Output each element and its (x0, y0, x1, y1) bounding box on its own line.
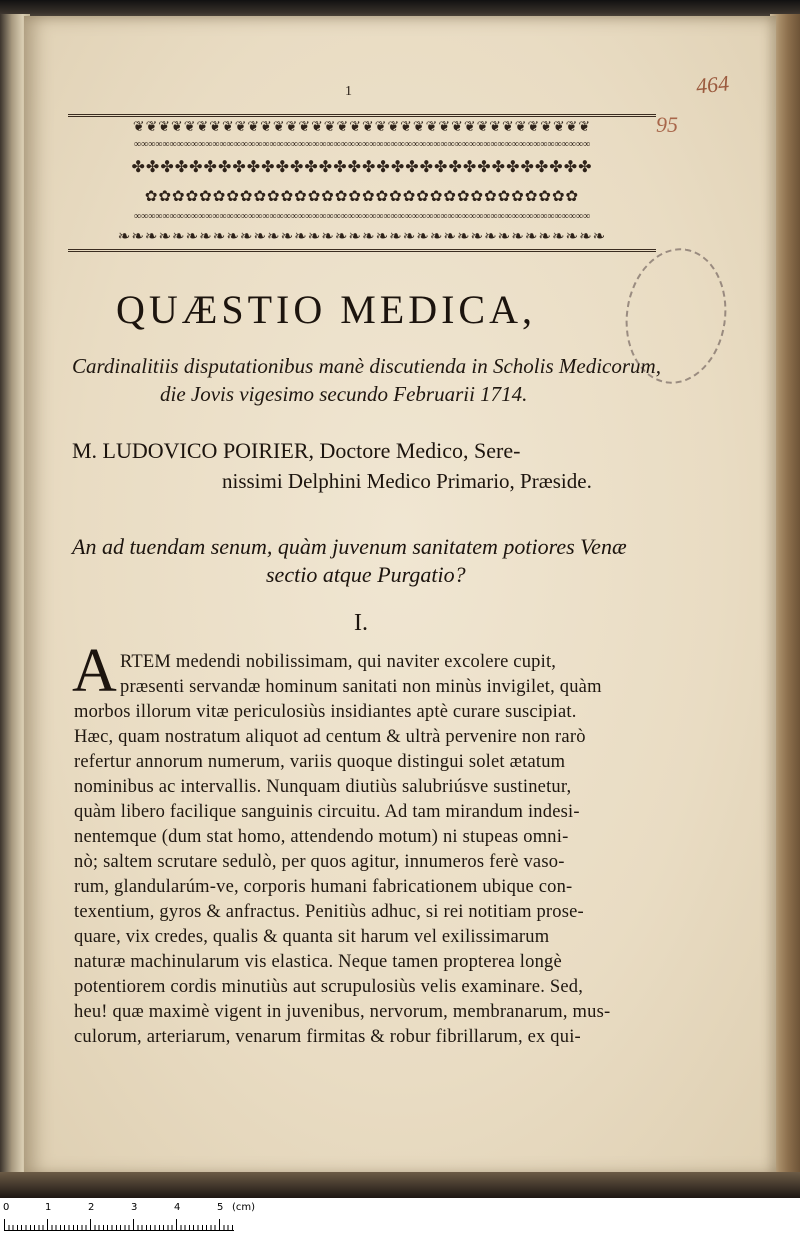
body-line: nò; saltem scrutare sedulò, per quos agitur, innumeros ferè vaso- (74, 852, 565, 872)
book-bottom-edge (0, 1172, 800, 1198)
body-line: nentemque (dum stat homo, attendendo motum) ni stupeas omni- (74, 827, 569, 847)
body-line: nominibus ac intervallis. Nunquam diutiùs salubriúsve sustinetur, (74, 777, 572, 797)
body-line: naturæ machinularum vis elastica. Neque tamen propterea longè (74, 952, 562, 972)
handwritten-number: 95 (656, 112, 678, 137)
scale-tick-label: 5 (217, 1202, 224, 1213)
body-line: præsenti servandæ hominum sanitati non minùs invigilet, quàm (120, 677, 602, 697)
scale-tick-label: 1 (45, 1202, 52, 1213)
body-line: culorum, arteriarum, venarum firmitas & robur fibrillarum, ex qui- (74, 1027, 581, 1047)
scale-tick-label: 4 (174, 1202, 181, 1213)
scale-bar (0, 1198, 800, 1239)
body-line: RTEM medendi nobilissimam, qui naviter excolere cupit, (120, 652, 557, 672)
drop-capital: A (72, 637, 117, 705)
ornament-row: ∞∞∞∞∞∞∞∞∞∞∞∞∞∞∞∞∞∞∞∞∞∞∞∞∞∞∞∞∞∞∞∞∞∞∞∞∞∞∞∞∞∞∞∞∞∞∞∞∞∞∞∞∞∞∞∞∞∞∞∞∞∞∞∞ (133, 139, 591, 150)
decorative-headpiece (68, 114, 656, 252)
body-line: quàm libero facilique sanguinis circuitu. Ad tam mirandum indesi- (74, 802, 580, 822)
subtitle-line-2: die Jovis vigesimo secundo Februarii 1714. (160, 382, 528, 406)
ornament-row: ✤✤✤✤✤✤✤✤✤✤✤✤✤✤✤✤✤✤✤✤✤✤✤✤✤✤✤✤✤✤✤✤ (131, 159, 593, 176)
body-line: heu! quæ maximè vigent in juvenibus, nervorum, membranarum, mus- (74, 1002, 611, 1022)
question-line-2: sectio atque Purgatio? (266, 562, 466, 587)
scale-tick-label: 3 (131, 1202, 138, 1213)
folio-number: 1 (345, 84, 352, 99)
body-line: rum, glandularúm-ve, corporis humani fabricationem ubique con- (74, 877, 573, 897)
body-line: texentium, gyros & anfractus. Penitiùs adhuc, si rei notitiam prose- (74, 902, 584, 922)
subtitle-line-1: Cardinalitiis disputationibus manè discutienda in Scholis Medicorum, (72, 354, 661, 378)
body-line: quare, vix credes, qualis & quanta sit harum vel exilissimarum (74, 927, 550, 947)
ornament-row: ✿✿✿✿✿✿✿✿✿✿✿✿✿✿✿✿✿✿✿✿✿✿✿✿✿✿✿✿✿✿✿✿ (144, 189, 580, 205)
document-title: QUÆSTIO MEDICA, (116, 287, 536, 332)
scale-tick-label: 0 (3, 1202, 10, 1213)
ornament-row: ❧❧❧❧❧❧❧❧❧❧❧❧❧❧❧❧❧❧❧❧❧❧❧❧❧❧❧❧❧❧❧❧❧❧❧❧ (117, 229, 607, 245)
praeses-line-1: M. LUDOVICO POIRIER, Doctore Medico, Sere- (72, 438, 521, 463)
scale-unit-label: (cm) (232, 1202, 256, 1213)
section-number: I. (354, 610, 368, 636)
body-line: morbos illorum vitæ periculosiùs insidiantes aptè curare suscipiat. (74, 702, 577, 722)
ornament-row: ∞∞∞∞∞∞∞∞∞∞∞∞∞∞∞∞∞∞∞∞∞∞∞∞∞∞∞∞∞∞∞∞∞∞∞∞∞∞∞∞∞∞∞∞∞∞∞∞∞∞∞∞∞∞∞∞∞∞∞∞∞∞∞∞ (133, 211, 591, 222)
handwritten-shelf-number: 464 (694, 70, 731, 99)
scale-tick-label: 2 (88, 1202, 95, 1213)
body-line: refertur annorum numerum, variis quoque distingui solet ætatum (74, 752, 566, 772)
ruler (4, 1219, 234, 1231)
body-line: potentiorem cordis minutiùs aut scrupulosiùs velis examinare. Sed, (74, 977, 584, 997)
praeses-line-2: nissimi Delphini Medico Primario, Præside. (222, 469, 592, 493)
body-line: Hæc, quam nostratum aliquot ad centum & ultrà pervenire non rarò (74, 727, 586, 747)
question-line-1: An ad tuendam senum, quàm juvenum sanitatem potiores Venæ (72, 534, 627, 559)
ornament-row: ❦❦❦❦❦❦❦❦❦❦❦❦❦❦❦❦❦❦❦❦❦❦❦❦❦❦❦❦❦❦❦❦❦❦❦❦ (132, 120, 592, 135)
